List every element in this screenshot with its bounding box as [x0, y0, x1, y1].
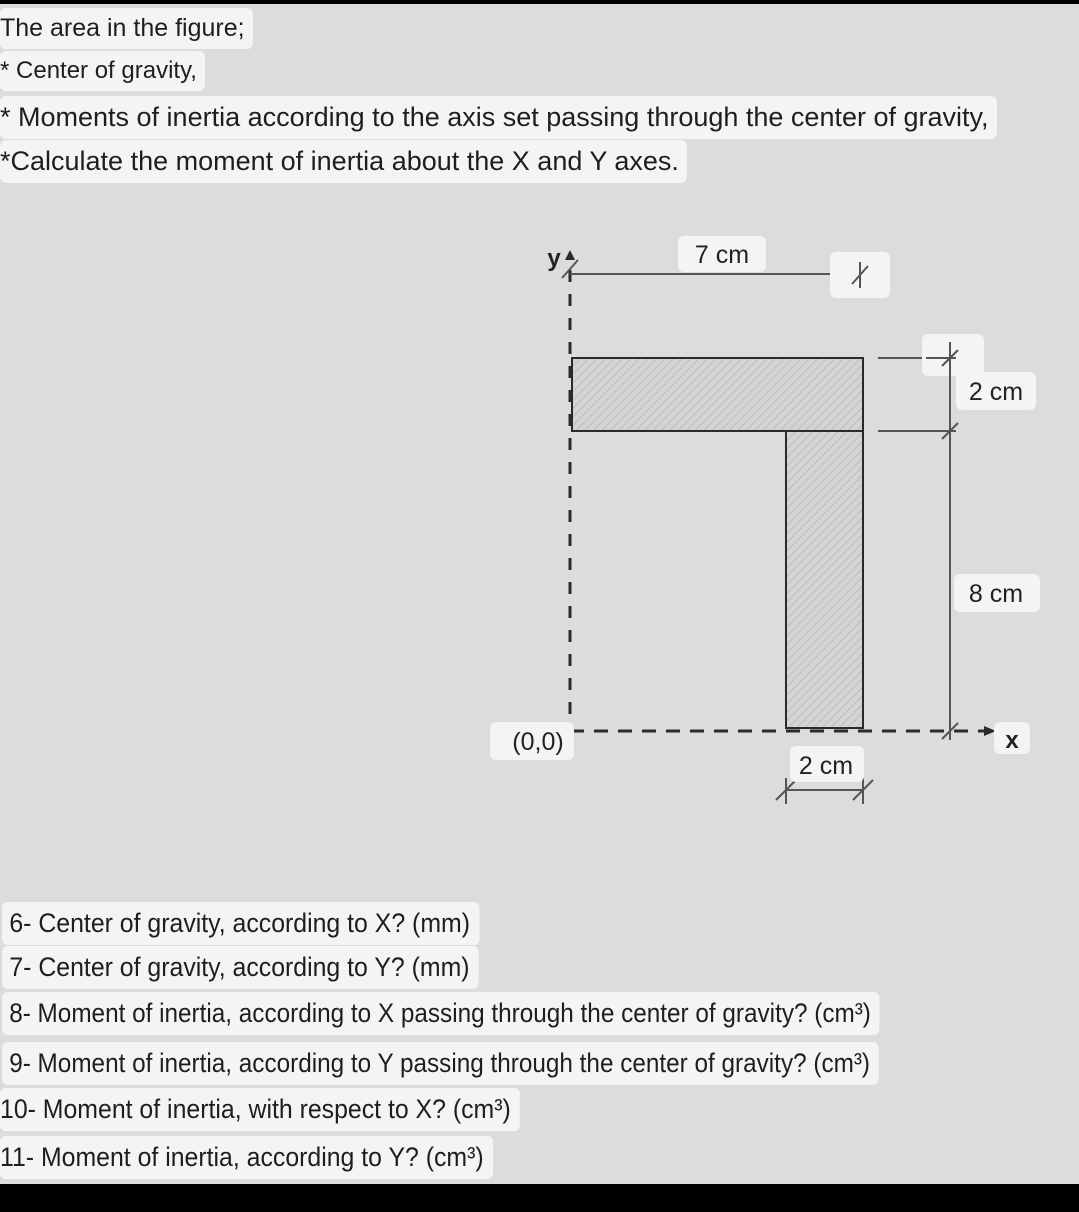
- dim-label-height: 8 cm: [968, 580, 1024, 608]
- instruction-line-4: *Calculate the moment of inertia about the X and Y axes.: [0, 140, 687, 183]
- problem-page: [0, 4, 1079, 1184]
- question-6: 6- Center of gravity, according to X? (mm): [2, 902, 479, 945]
- question-10: 10- Moment of inertia, with respect to X? (cm³): [0, 1088, 520, 1131]
- instruction-line-1: The area in the figure;: [0, 8, 253, 49]
- y-axis-label: y: [547, 245, 561, 272]
- question-7: 7- Center of gravity, according to Y? (mm): [2, 946, 479, 989]
- instruction-line-3: * Moments of inertia according to the axis set passing through the center of gravity,: [0, 96, 997, 139]
- dim-label-flange: 2 cm: [968, 378, 1024, 406]
- web-rectangle: [786, 431, 863, 728]
- origin-label: (0,0): [512, 728, 564, 756]
- dim-label-7cm: 7 cm: [694, 241, 750, 269]
- dim-label-web: 2 cm: [798, 752, 854, 780]
- question-11: 11- Moment of inertia, according to Y? (cm³): [0, 1136, 493, 1179]
- y-axis-arrow-icon: [565, 250, 575, 260]
- instruction-line-2: * Center of gravity,: [0, 51, 205, 91]
- flange-rectangle: [572, 358, 863, 431]
- question-9: 9- Moment of inertia, according to Y passing through the center of gravity? (cm³): [2, 1042, 879, 1085]
- x-axis-label: x: [1005, 727, 1019, 754]
- question-8: 8- Moment of inertia, according to X passing through the center of gravity? (cm³): [2, 992, 880, 1035]
- cross-section-figure: [0, 200, 1079, 900]
